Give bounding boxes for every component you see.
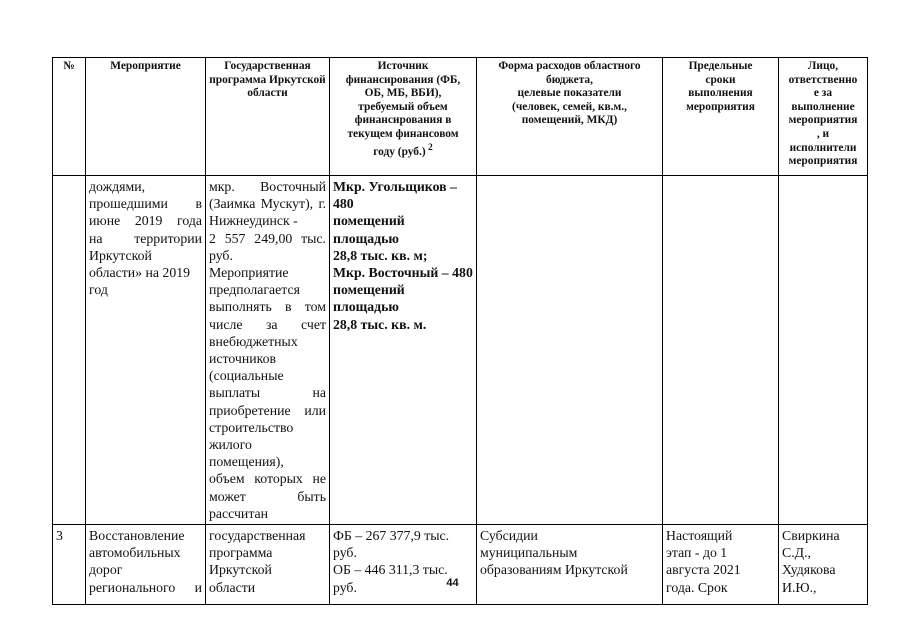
text-line: рассчитан	[209, 505, 269, 521]
text-line: ОБ – 446 311,3 тыс.	[333, 562, 448, 578]
header-expense-form	[477, 58, 663, 176]
text-line: источников	[209, 351, 277, 367]
text-line: помещений площадью	[333, 282, 405, 315]
cell-number-empty	[53, 176, 86, 525]
cell-row3-program	[206, 525, 330, 605]
text-line: выплаты на	[209, 385, 326, 401]
cell-row3-financing	[330, 525, 477, 605]
cell-financing-continued	[206, 176, 330, 525]
text-line: 28,8 тыс. кв. м.	[333, 316, 427, 332]
text-line: (человек, семей, кв.м.,	[512, 100, 627, 113]
text-line: года. Срок	[666, 579, 728, 595]
text-line: №	[63, 60, 75, 72]
header-measure	[86, 58, 206, 176]
text-line: Нижнеудинск -	[209, 213, 298, 229]
text-line: Мкр. Восточный – 480	[333, 265, 473, 281]
text-line: год	[89, 282, 108, 298]
text-line: исполнители	[789, 141, 857, 154]
table-row-3	[53, 525, 868, 605]
text-line: объем которых не	[209, 471, 326, 487]
text-line: е за	[813, 87, 833, 100]
text-line: государственная	[209, 528, 306, 544]
text-line: Иркутской	[89, 247, 152, 263]
text-line: Худякова	[782, 562, 836, 578]
text-line: муниципальным	[480, 545, 578, 561]
text-line: может быть	[209, 488, 326, 504]
cell-deadlines-empty	[477, 176, 663, 525]
text-line: Государственная	[224, 60, 311, 72]
page-number: 44	[446, 577, 459, 589]
text-line: помещений площадью	[333, 213, 405, 246]
text-line: августа 2021	[666, 562, 741, 578]
header-number	[53, 58, 86, 176]
text-line: 2 557 249,00 тыс.	[209, 230, 326, 246]
text-line: руб.	[209, 247, 233, 263]
cell-row3-responsible	[779, 525, 868, 605]
text-line: Настоящий	[666, 528, 733, 544]
cell-row3-expense-form	[477, 525, 663, 605]
text-line: области» на 2019	[89, 265, 191, 281]
text-line: дорог	[89, 562, 123, 578]
measures-table	[52, 57, 868, 605]
text-line: выполнение	[791, 100, 855, 113]
text-line: числе за счет	[209, 316, 326, 332]
text-line: Мкр. Угольщиков – 480	[333, 179, 457, 212]
text-line: строительство	[209, 419, 294, 435]
text-line: сроки	[705, 73, 736, 86]
text-line: руб.	[333, 579, 357, 595]
text-line: Субсидии	[480, 528, 538, 544]
cell-responsible-empty	[663, 176, 779, 525]
cell-extra-empty	[779, 176, 868, 525]
text-line: Свиркина	[782, 528, 840, 544]
text-line: финансирования в	[354, 114, 452, 127]
cell-targets-continued	[330, 176, 477, 525]
text-line: 28,8 тыс. кв. м;	[333, 247, 428, 263]
text-line: жилого помещения),	[209, 437, 284, 470]
text-line: предполагается	[209, 282, 300, 298]
footnote-marker: 2	[425, 142, 433, 153]
header-financing	[330, 58, 477, 176]
text-line: Форма расходов областного	[498, 60, 641, 72]
text-line: выполнять в том	[209, 299, 326, 315]
table-header-row	[53, 58, 868, 176]
text-line: Восстановление	[89, 528, 185, 544]
header-deadlines	[663, 58, 779, 176]
cell-row3-number: 3	[53, 525, 86, 605]
text-line: автомобильных	[89, 545, 181, 561]
text-line: ФБ – 267 377,9 тыс.	[333, 528, 450, 544]
text-line: финансирования (ФБ,	[345, 73, 461, 86]
text-line: году (руб.) $^2$	[373, 142, 433, 158]
text-line: мкр. Восточный	[209, 179, 326, 194]
text-line: Источник	[377, 60, 429, 72]
text-line: области	[247, 87, 288, 100]
text-line: С.Д.,	[782, 545, 811, 561]
text-line: программа Иркутской	[209, 73, 326, 86]
text-line: прошедшими в	[89, 196, 202, 212]
text-line: целевые показатели	[517, 87, 622, 100]
text-line: выполнения	[688, 87, 753, 100]
text-line: ОБ, МБ, ВБИ),	[364, 87, 442, 100]
text-line: Предельные	[688, 60, 753, 72]
text-line: на территории	[89, 230, 202, 246]
text-line: июне 2019 года	[89, 213, 202, 229]
text-line: Иркутской	[209, 562, 272, 578]
cell-measure-continued	[86, 176, 206, 525]
cell-row3-measure	[86, 525, 206, 605]
text-line: регионального и	[89, 579, 202, 595]
text-line: мероприятия	[788, 155, 858, 168]
text-line: Мероприятие	[110, 60, 181, 72]
text-line: внебюджетных	[209, 333, 298, 349]
cell-row3-deadlines	[663, 525, 779, 605]
text-line: бюджета,	[546, 73, 593, 86]
text-line: Лицо,	[807, 60, 839, 72]
text-line: помещений, МКД)	[521, 114, 618, 127]
text-line: И.Ю.,	[782, 579, 817, 595]
text-line: текущем финансовом	[347, 127, 459, 140]
header-program	[206, 58, 330, 176]
text-line: образованиям Иркутской	[480, 562, 628, 578]
header-responsible	[779, 58, 868, 176]
text-line: , и	[816, 127, 830, 140]
text-line: дождями,	[89, 179, 146, 194]
text-line: Мероприятие	[209, 265, 289, 281]
text-line: руб.	[333, 545, 357, 561]
table-row-continued	[53, 176, 868, 525]
text-line: мероприятия	[788, 114, 858, 127]
text-line: (Заимка Мускут), г.	[209, 196, 326, 212]
text-line: программа	[209, 545, 273, 561]
text-line: требуемый объем	[358, 100, 448, 113]
text-line: (социальные	[209, 368, 284, 384]
text-line: мероприятия	[686, 100, 755, 113]
text-line: ответственно	[788, 73, 858, 86]
text-line: области	[209, 579, 256, 595]
text-line: приобретение или	[209, 402, 326, 418]
text-line: этап - до 1	[666, 545, 728, 561]
